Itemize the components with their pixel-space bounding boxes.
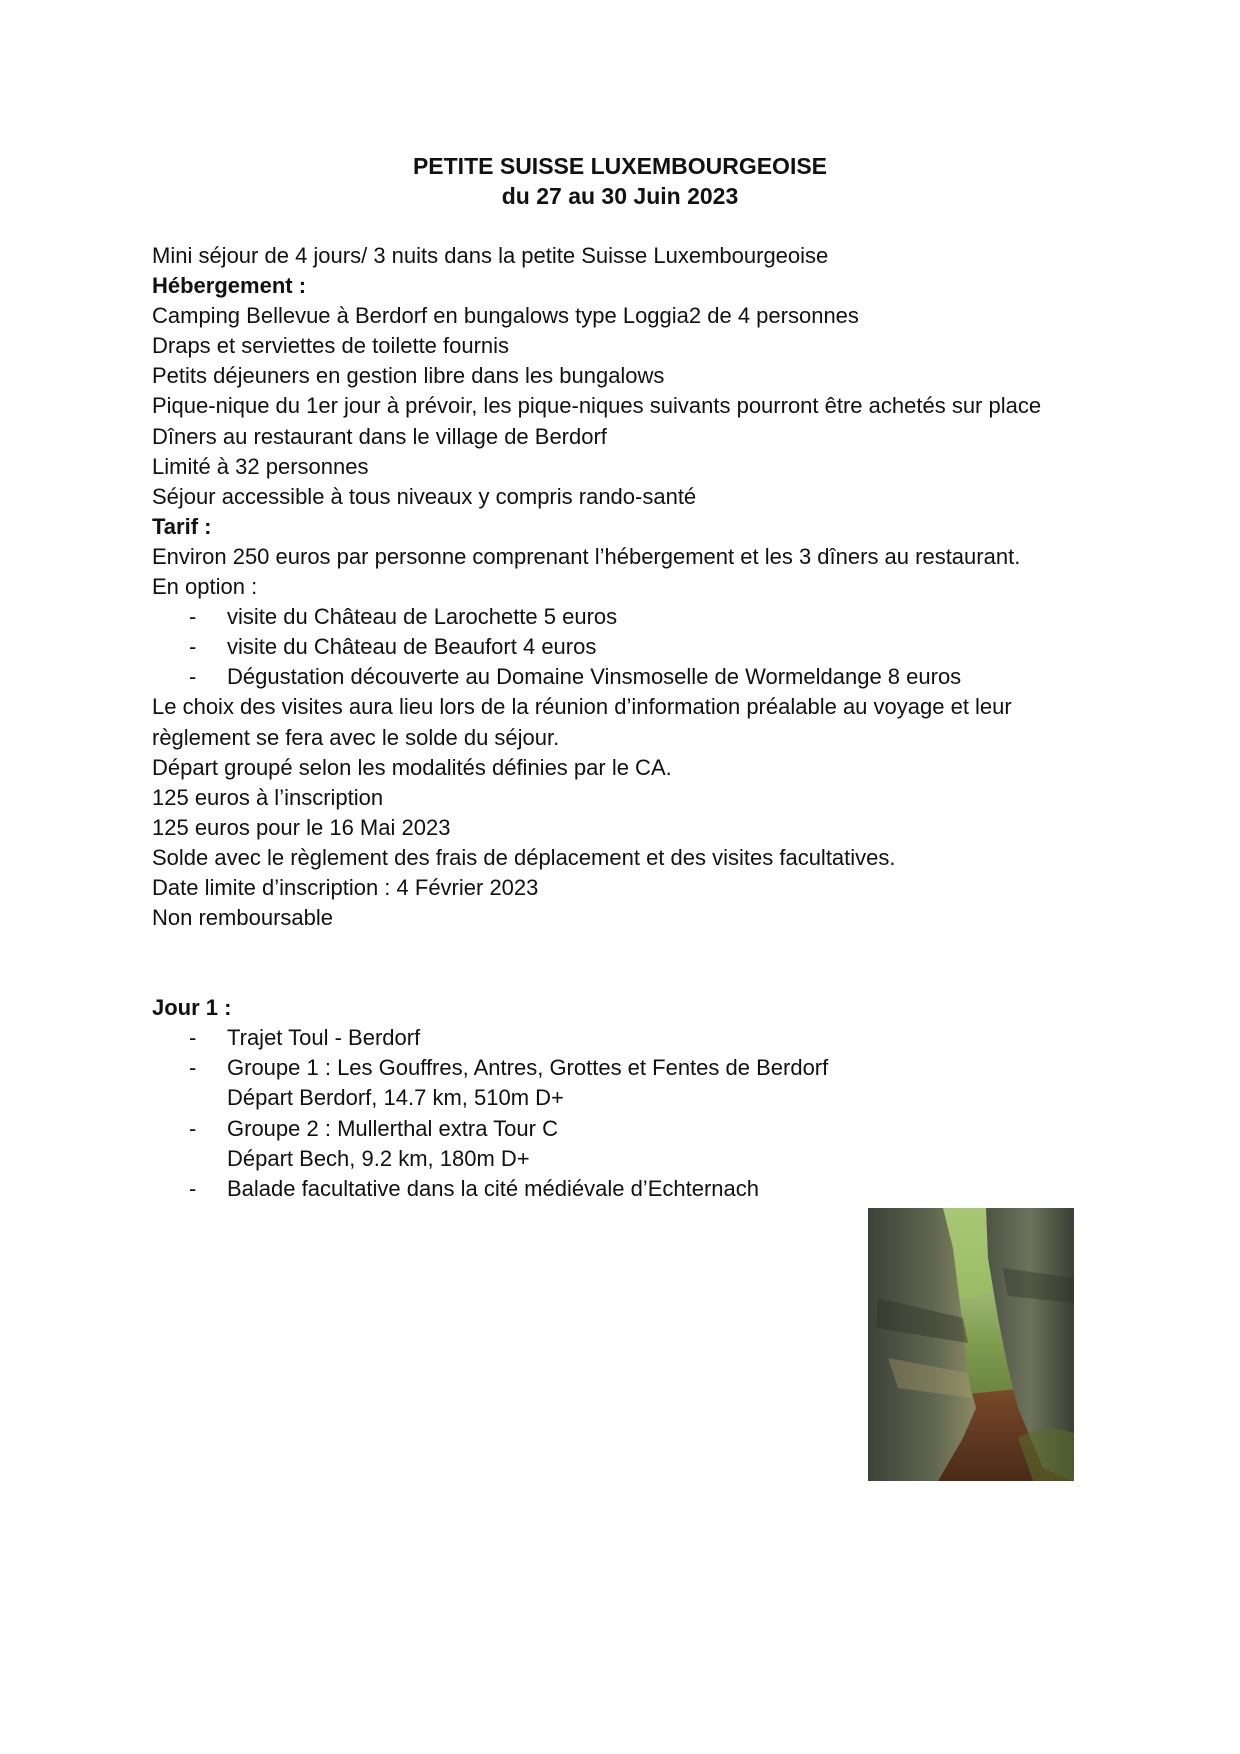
- option-item: [152, 632, 1102, 662]
- list-dash: -: [189, 604, 197, 630]
- option-text: visite du Château de Larochette 5 euros: [227, 604, 618, 630]
- hebergement-line: Draps et serviettes de toilette fournis: [152, 333, 510, 359]
- hebergement-line: Camping Bellevue à Berdorf en bungalows type Loggia2 de 4 personnes: [152, 303, 859, 329]
- hebergement-line: Séjour accessible à tous niveaux y compris rando-santé: [152, 483, 697, 509]
- option-item: [152, 602, 1102, 632]
- jour1-item: [152, 1174, 1102, 1204]
- hebergement-heading: Hébergement :: [152, 273, 307, 299]
- tarif-heading: Tarif :: [152, 513, 212, 539]
- list-dash: -: [189, 1055, 197, 1081]
- hebergement-line: Pique-nique du 1er jour à prévoir, les pique-niques suivants pourront être achetés sur place: [152, 393, 1042, 419]
- tarif-price-line: Environ 250 euros par personne comprenant l’hébergement et les 3 dîners au restaurant.: [152, 543, 1021, 569]
- jour1-heading: Jour 1 :: [152, 995, 232, 1021]
- tarif-info-line: règlement se fera avec le solde du séjour.: [152, 724, 560, 750]
- option-item: [152, 662, 1102, 692]
- tarif-info-line: Non remboursable: [152, 905, 333, 931]
- hebergement-line: Petits déjeuners en gestion libre dans les bungalows: [152, 363, 665, 389]
- jour1-item: [152, 1023, 1102, 1053]
- tarif-option-label: En option :: [152, 574, 258, 600]
- jour1-item-text: Balade facultative dans la cité médiévale d’Echternach: [227, 1175, 759, 1201]
- jour1-item-detail: Départ Bech, 9.2 km, 180m D+: [227, 1145, 530, 1171]
- tarif-info-line: 125 euros à l’inscription: [152, 784, 384, 810]
- tarif-info-line: 125 euros pour le 16 Mai 2023: [152, 814, 451, 840]
- document-dates: du 27 au 30 Juin 2023: [501, 183, 739, 209]
- option-text: Dégustation découverte au Domaine Vinsmoselle de Wormeldange 8 euros: [227, 664, 962, 690]
- list-dash: -: [189, 634, 197, 660]
- rock-gorge-photo: [868, 1208, 1074, 1481]
- document-title: PETITE SUISSE LUXEMBOURGEOISE: [412, 153, 828, 179]
- jour1-item: [152, 1053, 1102, 1083]
- jour1-item-text: Groupe 1 : Les Gouffres, Antres, Grottes et Fentes de Berdorf: [227, 1055, 829, 1081]
- hebergement-line: Limité à 32 personnes: [152, 453, 369, 479]
- list-dash: -: [189, 1115, 197, 1141]
- document-body: [152, 241, 1102, 1204]
- tarif-info-line: Le choix des visites aura lieu lors de la réunion d’information préalable au voyage et leur: [152, 694, 1012, 720]
- list-dash: -: [189, 1175, 197, 1201]
- list-dash: -: [189, 664, 197, 690]
- section-spacer: [152, 933, 1102, 993]
- jour1-item: [152, 1114, 1102, 1144]
- jour1-item-detail: Départ Berdorf, 14.7 km, 510m D+: [227, 1085, 564, 1111]
- tarif-info-line: Départ groupé selon les modalités définies par le CA.: [152, 754, 672, 780]
- tarif-info-line: Date limite d’inscription : 4 Février 2023: [152, 874, 539, 900]
- jour1-item-text: Trajet Toul - Berdorf: [227, 1025, 421, 1051]
- hebergement-line: Dîners au restaurant dans le village de Berdorf: [152, 423, 607, 449]
- list-dash: -: [189, 1025, 197, 1051]
- option-text: visite du Château de Beaufort 4 euros: [227, 634, 597, 660]
- tarif-info-line: Solde avec le règlement des frais de déplacement et des visites facultatives.: [152, 844, 896, 870]
- jour1-item-text: Groupe 2 : Mullerthal extra Tour C: [227, 1115, 558, 1141]
- intro-line: Mini séjour de 4 jours/ 3 nuits dans la petite Suisse Luxembourgeoise: [152, 243, 829, 268]
